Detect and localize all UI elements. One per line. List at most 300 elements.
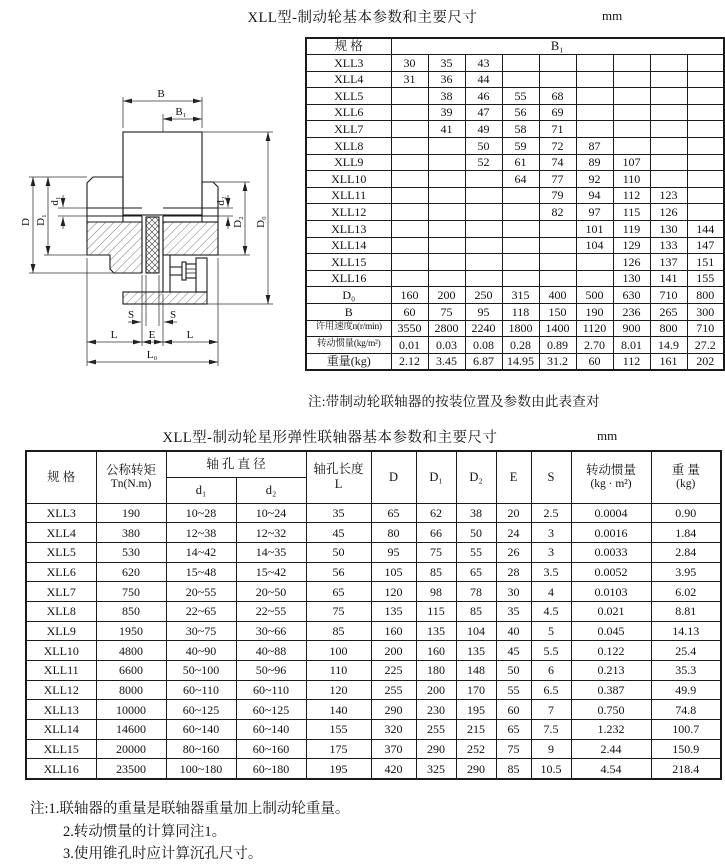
table-row: [306, 337, 724, 354]
left-flange-section: [87, 222, 142, 273]
row-label: XLL4: [306, 71, 391, 88]
table-cell: 66: [416, 523, 456, 543]
table-cell: [391, 221, 428, 238]
table-cell: [391, 88, 428, 105]
table-cell: 530: [96, 542, 166, 562]
table-cell: 49.9: [651, 680, 721, 700]
row-label: XLL14: [306, 237, 391, 254]
table-cell: 115: [613, 204, 650, 221]
table-cell: 300: [687, 304, 724, 321]
table-cell: 58: [502, 121, 539, 138]
table-cell: 225: [371, 661, 416, 681]
table-cell: 30~75: [166, 621, 236, 641]
table-cell: 60~140: [166, 720, 236, 740]
dim-label-S-left: S: [127, 309, 135, 321]
table-cell: [391, 154, 428, 171]
table-cell: 0.213: [571, 661, 651, 681]
table-cell: 6: [531, 661, 571, 681]
table-cell: 3: [531, 542, 571, 562]
table-cell: [576, 121, 613, 138]
table-cell: 144: [687, 221, 724, 238]
row-label: XLL16: [26, 759, 96, 779]
table-cell: 255: [371, 680, 416, 700]
table-cell: [687, 138, 724, 155]
table-cell: 26: [496, 542, 531, 562]
footnote-2: 2.转动惯量的计算同注1。: [63, 823, 227, 840]
table-cell: 43: [465, 55, 502, 72]
table-cell: [465, 270, 502, 287]
table-cell: 22~55: [236, 601, 306, 621]
table2-E-header: E: [496, 451, 531, 503]
table-cell: 64: [502, 171, 539, 188]
table-cell: 290: [371, 700, 416, 720]
row-label: XLL4: [26, 523, 96, 543]
dim-label-D0: D₀: [255, 216, 267, 228]
table-row: [306, 71, 724, 88]
table-cell: 79: [539, 187, 576, 204]
table-cell: 160: [416, 641, 456, 661]
table-cell: 420: [371, 759, 416, 779]
table2-D2-header: D₂: [456, 451, 496, 503]
table-cell: 6600: [96, 661, 166, 681]
table-cell: [428, 270, 465, 287]
table-cell: [539, 237, 576, 254]
table-cell: 126: [650, 204, 687, 221]
torque-header-line2: Tn(N.m): [110, 477, 152, 490]
table-cell: 14600: [96, 720, 166, 740]
table-cell: 20000: [96, 739, 166, 759]
table-cell: 200: [428, 287, 465, 304]
table-cell: 20: [496, 503, 531, 523]
table-cell: 50~96: [236, 661, 306, 681]
table-cell: 25.4: [651, 641, 721, 661]
dim-label-D: D: [20, 218, 32, 226]
table-cell: 12~32: [236, 523, 306, 543]
table-cell: [428, 171, 465, 188]
table-cell: 60: [391, 304, 428, 321]
table-cell: 135: [456, 641, 496, 661]
table-cell: 175: [306, 739, 371, 759]
table-cell: 98: [416, 582, 456, 602]
torque-header-line1: 公称转矩: [105, 462, 156, 477]
table-cell: 3: [531, 523, 571, 543]
table-row: [26, 720, 721, 740]
table-row: [26, 759, 721, 779]
dim-label-S-right: S: [169, 309, 177, 321]
table-cell: 82: [539, 204, 576, 221]
table-cell: [391, 171, 428, 188]
table-row: [26, 582, 721, 602]
table-cell: 900: [613, 320, 650, 337]
row-label: XLL10: [26, 641, 96, 661]
table-cell: [428, 254, 465, 271]
table-cell: 89: [576, 154, 613, 171]
table2-bore-dia-header: 轴 孔 直 径: [166, 451, 306, 477]
table-row: [306, 287, 724, 304]
bolt-head: [186, 264, 196, 278]
table-cell: 30: [496, 582, 531, 602]
table-cell: 52: [465, 154, 502, 171]
row-label: XLL8: [26, 601, 96, 621]
table-cell: 120: [306, 680, 371, 700]
table-row: [26, 601, 721, 621]
table-cell: [502, 270, 539, 287]
table-cell: 104: [456, 621, 496, 641]
row-label: XLL10: [306, 171, 391, 188]
table-cell: [576, 88, 613, 105]
table-cell: 107: [613, 154, 650, 171]
table-cell: 230: [416, 700, 456, 720]
table-cell: 38: [428, 88, 465, 105]
table-cell: [502, 71, 539, 88]
table-cell: 97: [576, 204, 613, 221]
table-cell: 40: [496, 621, 531, 641]
row-label: XLL9: [26, 621, 96, 641]
table-cell: [391, 121, 428, 138]
table-cell: [502, 204, 539, 221]
table-cell: 800: [650, 320, 687, 337]
table2-unit-label: mm: [597, 428, 618, 443]
table-cell: 62: [416, 503, 456, 523]
table-cell: [391, 204, 428, 221]
table-cell: 110: [306, 661, 371, 681]
table-cell: 45: [496, 641, 531, 661]
table-row: [306, 304, 724, 321]
table-cell: 0.08: [465, 337, 502, 354]
table-cell: 151: [687, 254, 724, 271]
table-cell: 2240: [465, 320, 502, 337]
table-cell: 55: [496, 680, 531, 700]
table-cell: 0.28: [502, 337, 539, 354]
table-cell: [465, 204, 502, 221]
table-row: [26, 641, 721, 661]
table-cell: 236: [613, 304, 650, 321]
table-cell: 315: [502, 287, 539, 304]
table-cell: 8000: [96, 680, 166, 700]
table-cell: 170: [456, 680, 496, 700]
table-cell: 115: [416, 601, 456, 621]
table2-d2-header: d₂: [236, 477, 306, 503]
elastic-spider-section: [146, 217, 159, 273]
row-label: XLL6: [26, 562, 96, 582]
table-cell: 2.84: [651, 542, 721, 562]
table-cell: 112: [613, 353, 650, 370]
table-row: [306, 237, 724, 254]
table-cell: 3.95: [651, 562, 721, 582]
table-cell: 218.4: [651, 759, 721, 779]
table2-bore-length-header: [306, 451, 371, 503]
table-cell: [539, 221, 576, 238]
table-cell: 85: [496, 759, 531, 779]
table-cell: 155: [687, 270, 724, 287]
table-cell: 36: [428, 71, 465, 88]
table-cell: [576, 71, 613, 88]
table-cell: [613, 55, 650, 72]
table-cell: 500: [576, 287, 613, 304]
table-cell: 104: [576, 237, 613, 254]
table-cell: [687, 71, 724, 88]
table-cell: 85: [306, 621, 371, 641]
table-cell: 31.2: [539, 353, 576, 370]
table-cell: [650, 55, 687, 72]
table-row: [26, 661, 721, 681]
table-cell: 60~125: [166, 700, 236, 720]
table-row: [26, 700, 721, 720]
brake-wheel-web: [163, 255, 170, 292]
table-row: [306, 171, 724, 188]
table-cell: 75: [416, 542, 456, 562]
brake-wheel-parameters-table: [305, 37, 725, 371]
bore-length-header-line1: 轴孔长度: [313, 462, 364, 477]
table-cell: 92: [576, 171, 613, 188]
table-cell: 41: [428, 121, 465, 138]
table-cell: 255: [416, 720, 456, 740]
table-cell: 30~66: [236, 621, 306, 641]
table-cell: 202: [687, 353, 724, 370]
row-label: 重量(kg): [306, 353, 391, 370]
table-cell: 55: [456, 542, 496, 562]
table-cell: [428, 221, 465, 238]
table-cell: [502, 221, 539, 238]
table-cell: 190: [96, 503, 166, 523]
row-label: D₀: [306, 287, 391, 304]
table-cell: 22~65: [166, 601, 236, 621]
table-cell: 8.81: [651, 601, 721, 621]
table-row: [306, 204, 724, 221]
table-cell: 24: [496, 523, 531, 543]
row-label: XLL7: [26, 582, 96, 602]
table-cell: 7.5: [531, 720, 571, 740]
table-cell: [502, 254, 539, 271]
table-cell: 200: [416, 680, 456, 700]
row-label: XLL15: [26, 739, 96, 759]
table-cell: [391, 138, 428, 155]
table-cell: 55: [502, 88, 539, 105]
table-cell: [391, 237, 428, 254]
table-cell: 8.01: [613, 337, 650, 354]
table-cell: 49: [465, 121, 502, 138]
row-label: XLL3: [26, 503, 96, 523]
table-cell: 100: [306, 641, 371, 661]
table-cell: 0.90: [651, 503, 721, 523]
table-cell: [391, 254, 428, 271]
dim-label-L0: L₀: [146, 349, 158, 361]
table1-spec-header: 规 格: [306, 38, 391, 55]
dim-label-D2: D₂: [232, 216, 244, 228]
table-cell: 6.87: [465, 353, 502, 370]
table-cell: 265: [650, 304, 687, 321]
table-cell: 135: [416, 621, 456, 641]
row-label: XLL16: [306, 270, 391, 287]
dim-label-B: B: [157, 88, 165, 100]
table-cell: 2.5: [531, 503, 571, 523]
table-cell: 3550: [391, 320, 428, 337]
table-cell: [650, 138, 687, 155]
table2-S-header: S: [531, 451, 571, 503]
table-cell: 400: [539, 287, 576, 304]
table-cell: 87: [576, 138, 613, 155]
table-cell: 150: [539, 304, 576, 321]
table-row: [26, 621, 721, 641]
table-cell: 0.01: [391, 337, 428, 354]
table-cell: [576, 270, 613, 287]
table1-note: 注:带制动轮联轴器的按装位置及参数由此表查对: [308, 394, 600, 409]
table-cell: 155: [306, 720, 371, 740]
table-cell: 35: [496, 601, 531, 621]
table-row: [306, 154, 724, 171]
row-label: XLL3: [306, 55, 391, 72]
table-cell: [539, 55, 576, 72]
table-cell: 60~180: [236, 759, 306, 779]
table-cell: 290: [456, 759, 496, 779]
table-cell: 118: [502, 304, 539, 321]
table-cell: 47: [465, 104, 502, 121]
inertia-header-line2: (kg · m²): [590, 477, 632, 490]
table-cell: 126: [613, 254, 650, 271]
table-row: [26, 503, 721, 523]
table-cell: 65: [371, 503, 416, 523]
table-cell: 0.0033: [571, 542, 651, 562]
table-cell: 5: [531, 621, 571, 641]
table2-header-row-1: [26, 451, 721, 477]
table-cell: [502, 237, 539, 254]
weight-header-line2: (kg): [676, 477, 696, 490]
table-cell: [687, 88, 724, 105]
table2-spec-header: 规 格: [26, 451, 96, 503]
coupling-parameters-table: [25, 450, 722, 780]
table-cell: 6.5: [531, 680, 571, 700]
table-cell: 60~160: [236, 739, 306, 759]
brake-wheel-bottom-flange: [123, 292, 207, 304]
table-cell: [687, 204, 724, 221]
table-cell: 14.95: [502, 353, 539, 370]
table-cell: 215: [456, 720, 496, 740]
dimension-labels: [20, 88, 267, 361]
table-cell: 28: [496, 562, 531, 582]
table-cell: 160: [371, 621, 416, 641]
table-cell: [687, 104, 724, 121]
table-cell: [613, 71, 650, 88]
table-cell: 101: [576, 221, 613, 238]
table-cell: 14.9: [650, 337, 687, 354]
table-cell: 2800: [428, 320, 465, 337]
table-row: [306, 187, 724, 204]
table-cell: 130: [650, 221, 687, 238]
table-cell: 35.3: [651, 661, 721, 681]
table-cell: 78: [456, 582, 496, 602]
table-cell: 147: [687, 237, 724, 254]
row-label: B: [306, 304, 391, 321]
part-outlines: [87, 132, 218, 304]
table-cell: 65: [496, 720, 531, 740]
table-cell: [391, 187, 428, 204]
table-cell: [502, 55, 539, 72]
table-cell: 45: [306, 523, 371, 543]
table2-D1-header: D₁: [416, 451, 456, 503]
table-cell: 4.5: [531, 601, 571, 621]
dim-label-E: E: [148, 329, 156, 341]
table-cell: 20~50: [236, 582, 306, 602]
table-cell: 137: [650, 254, 687, 271]
table-cell: 50: [496, 661, 531, 681]
table-cell: 14~35: [236, 542, 306, 562]
table-cell: 620: [96, 562, 166, 582]
table-cell: 180: [416, 661, 456, 681]
table-cell: 195: [456, 700, 496, 720]
table-cell: 750: [96, 582, 166, 602]
table-row: [26, 562, 721, 582]
table-row: [306, 270, 724, 287]
row-label: XLL8: [306, 138, 391, 155]
table-row: [306, 104, 724, 121]
row-label: XLL9: [306, 154, 391, 171]
table-cell: 110: [613, 171, 650, 188]
table-cell: 0.89: [539, 337, 576, 354]
table-cell: 2.12: [391, 353, 428, 370]
table-cell: 61: [502, 154, 539, 171]
table-cell: 0.387: [571, 680, 651, 700]
table-cell: 5.5: [531, 641, 571, 661]
table-row: [306, 353, 724, 370]
row-label: 许用速度n(r/min): [306, 320, 391, 337]
table-cell: 140: [306, 700, 371, 720]
table-cell: 370: [371, 739, 416, 759]
table-cell: 0.045: [571, 621, 651, 641]
table-cell: [576, 55, 613, 72]
table-cell: 161: [650, 353, 687, 370]
table-cell: 190: [576, 304, 613, 321]
row-label: XLL12: [306, 204, 391, 221]
table-cell: [502, 187, 539, 204]
table1-b1-header: B₁: [391, 38, 724, 55]
table2-torque-header: [96, 451, 166, 503]
table-cell: [539, 270, 576, 287]
table-cell: 200: [371, 641, 416, 661]
table-cell: 3.5: [531, 562, 571, 582]
table-cell: [428, 138, 465, 155]
table1-title: XLL型-制动轮基本参数和主要尺寸: [247, 10, 478, 26]
table-cell: 15~48: [166, 562, 236, 582]
table-cell: 2.70: [576, 337, 613, 354]
table-cell: 44: [465, 71, 502, 88]
dim-label-D1: D₁: [35, 214, 47, 226]
table-cell: 100.7: [651, 720, 721, 740]
table-cell: 71: [539, 121, 576, 138]
table-cell: [687, 55, 724, 72]
table-cell: 4: [531, 582, 571, 602]
table-cell: [428, 154, 465, 171]
table-cell: 60~110: [166, 680, 236, 700]
table-cell: 850: [96, 601, 166, 621]
table-cell: 59: [502, 138, 539, 155]
table-cell: 38: [456, 503, 496, 523]
table-cell: 1400: [539, 320, 576, 337]
table-cell: 60: [576, 353, 613, 370]
table-cell: 290: [416, 739, 456, 759]
right-flange-section: [163, 222, 218, 255]
table-cell: 12~38: [166, 523, 236, 543]
dim-label-L-right: L: [186, 329, 194, 341]
table-cell: 72: [539, 138, 576, 155]
table-cell: [465, 187, 502, 204]
table-cell: [650, 154, 687, 171]
table2-D-header: D: [371, 451, 416, 503]
table1-unit-label: mm: [602, 8, 623, 23]
table-cell: 65: [306, 582, 371, 602]
table-row: [306, 88, 724, 105]
table-cell: [391, 270, 428, 287]
table-cell: 0.0016: [571, 523, 651, 543]
